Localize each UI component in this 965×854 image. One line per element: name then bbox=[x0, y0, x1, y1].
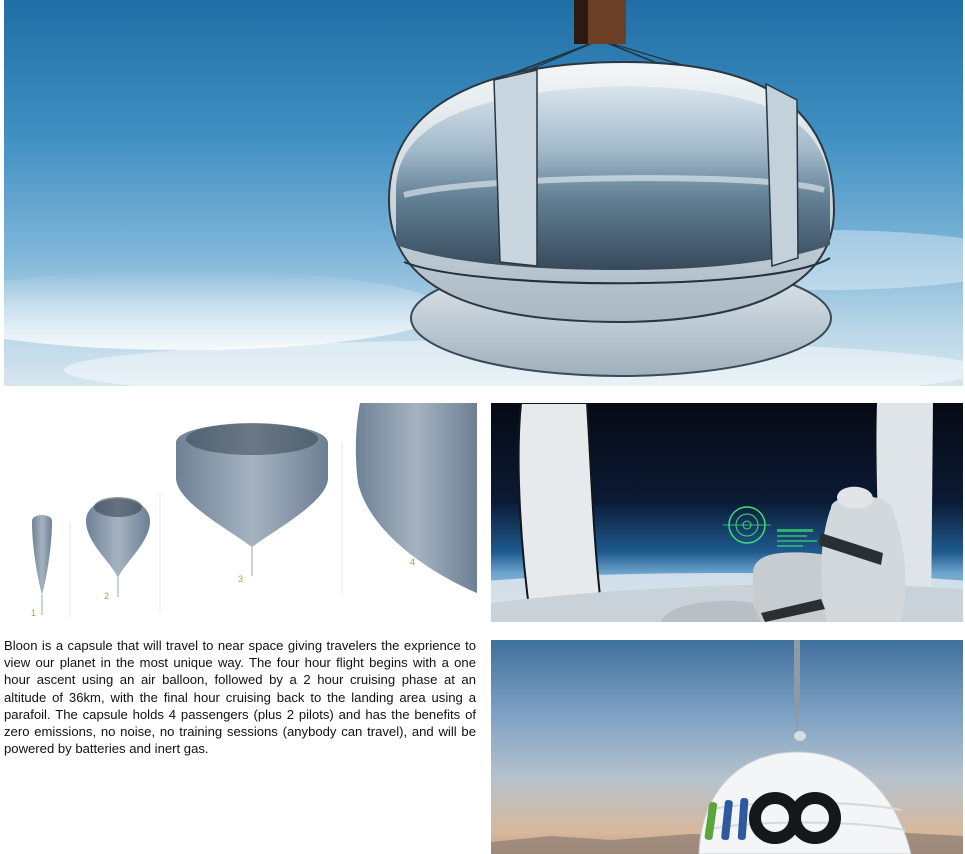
stage-label-4: 4 bbox=[410, 557, 416, 567]
capsule-description: Bloon is a capsule that will travel to near space giving travelers the exprience to view our planet in the most unique way. The four hour flight begins with a one hour ascent using an air balloon, followed by a 2 hour cruising phase at an altitude of 36km, with the final hour cruising back to the landing area using a parafoil. The capsule holds 4 passengers (plus 2 pilots) and has the benefits of zero emissions, no noise, no training sessions (anybody can travel), and will be powered by batteries and inert gas. bbox=[4, 638, 476, 757]
capsule-strap bbox=[494, 70, 537, 266]
capsule-strap bbox=[766, 84, 798, 266]
stage-label-1: 1 bbox=[31, 608, 37, 618]
balloon-stage-4 bbox=[356, 403, 477, 593]
passenger-seat bbox=[753, 487, 906, 622]
stage-label-2: 2 bbox=[104, 591, 110, 601]
cabin-illustration bbox=[491, 403, 963, 622]
cloud bbox=[4, 270, 444, 350]
capsule-exterior-image bbox=[491, 640, 963, 854]
hud-display bbox=[723, 507, 817, 547]
cabin-interior-image bbox=[491, 403, 963, 622]
capsule-illustration bbox=[4, 0, 963, 386]
cabin-pillar bbox=[519, 403, 603, 622]
balloon-stages-illustration bbox=[0, 403, 477, 621]
stage-label-3: 3 bbox=[238, 574, 244, 584]
balloon-stage-1 bbox=[32, 515, 52, 595]
capsule-exterior-illustration bbox=[491, 640, 963, 854]
capsule-hero-image bbox=[4, 0, 963, 386]
balloon-stages-image bbox=[0, 403, 477, 621]
tether bbox=[794, 640, 800, 735]
